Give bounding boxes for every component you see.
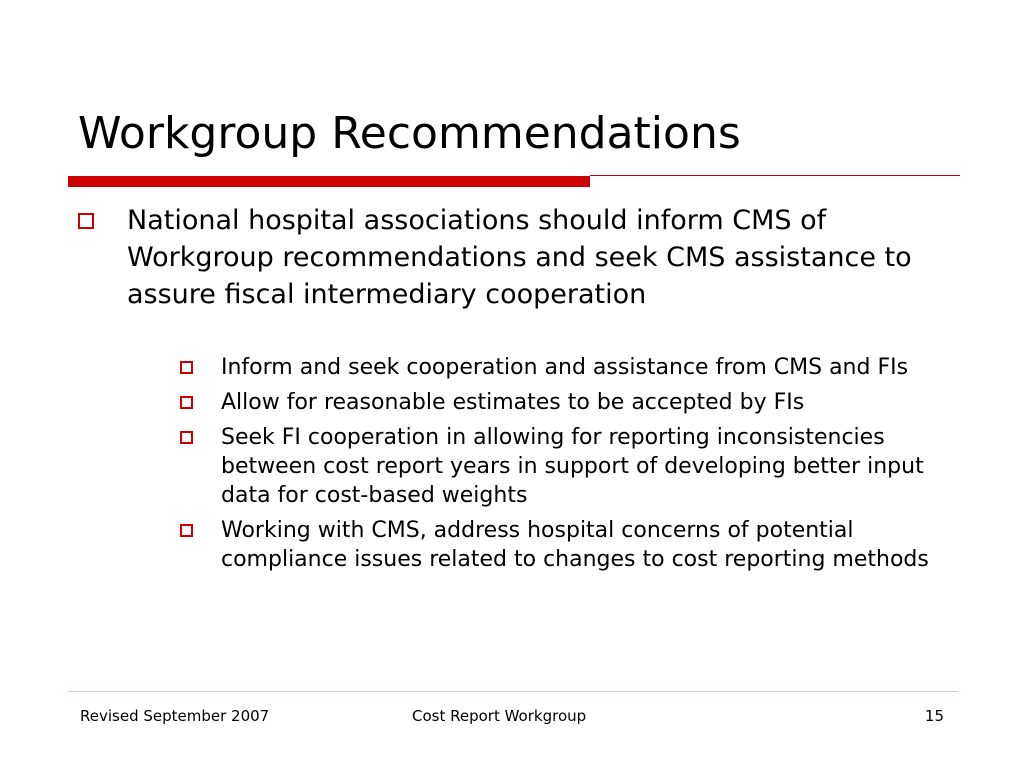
footer-title: Cost Report Workgroup xyxy=(412,707,587,725)
page-number: 15 xyxy=(924,707,944,725)
sub-bullet-text: Seek FI cooperation in allowing for reporting inconsistencies between cost report years in support of developing better input data for cost-based weights xyxy=(221,425,924,508)
slide-title: Workgroup Recommendations xyxy=(78,108,741,159)
hollow-square-bullet-icon xyxy=(180,524,193,537)
sub-bullet-list xyxy=(180,353,960,580)
sub-bullet-item xyxy=(180,423,960,510)
hollow-square-bullet-icon xyxy=(180,431,193,444)
hollow-square-bullet-icon xyxy=(78,213,94,229)
sub-bullet-item xyxy=(180,353,960,382)
title-underline-thick xyxy=(68,176,590,187)
main-bullet-item xyxy=(78,202,958,313)
footer-divider xyxy=(68,691,958,692)
sub-bullet-text: Allow for reasonable estimates to be accepted by FIs xyxy=(221,390,805,415)
title-underline-thin xyxy=(590,175,960,176)
hollow-square-bullet-icon xyxy=(180,396,193,409)
sub-bullet-item xyxy=(180,516,960,574)
hollow-square-bullet-icon xyxy=(180,361,193,374)
sub-bullet-item xyxy=(180,388,960,417)
sub-bullet-text: Working with CMS, address hospital concerns of potential compliance issues related to changes to cost reporting methods xyxy=(221,518,929,572)
footer-date: Revised September 2007 xyxy=(80,707,270,725)
main-bullet-text: National hospital associations should inform CMS of Workgroup recommendations and seek CMS assistance to assure fiscal intermediary cooperation xyxy=(127,205,912,310)
sub-bullet-text: Inform and seek cooperation and assistance from CMS and FIs xyxy=(221,355,909,380)
